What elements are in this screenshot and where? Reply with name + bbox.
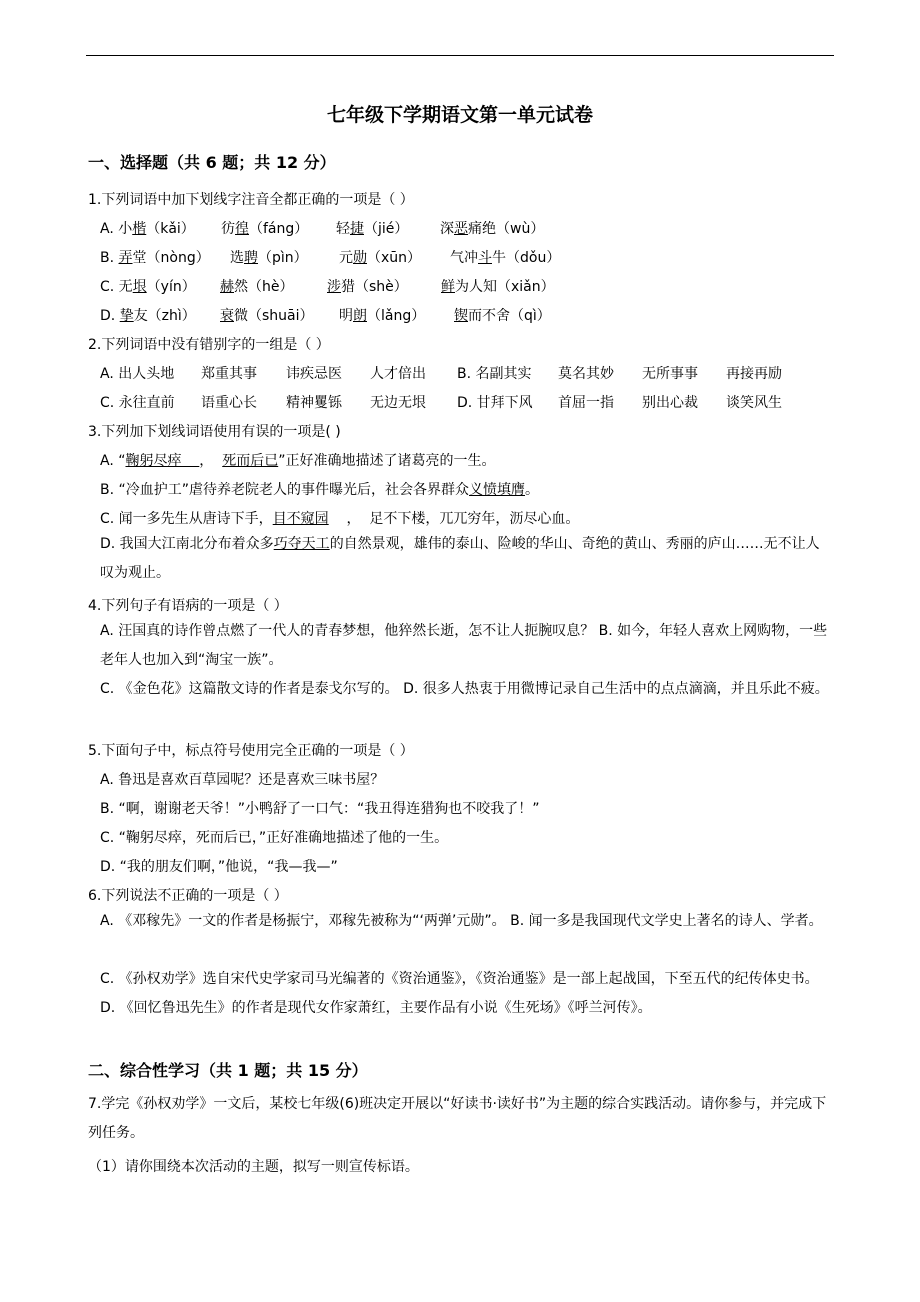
q2-word: D. 甘拜下风: [457, 395, 533, 411]
q2-word: 谈笑风生: [726, 395, 782, 411]
q2-word: 别出心裁: [642, 395, 698, 411]
q2-word: 无边无垠: [370, 395, 426, 411]
q4-options-ab: A. 汪国真的诗作曾点燃了一代人的青春梦想，他猝然长逝，怎不让人扼腕叹息？ B. 如今，年轻人喜欢上网购物，一些老年人也加入到“淘宝一族”。: [100, 623, 828, 668]
q2-word: 语重心长: [201, 395, 257, 411]
header-rule: [86, 55, 834, 56]
q2-word: 郑重其事: [201, 366, 257, 382]
q2-stem: 2.下列词语中没有错别字的一组是（ ）: [88, 337, 330, 353]
q2-word: 莫名其妙: [558, 366, 614, 382]
q2-word: 精神矍铄: [286, 395, 342, 411]
q3-option-c: C. 闻一多先生从唐诗下手，目不窥园 ， 足不下楼，兀兀穷年，沥尽心血。: [100, 511, 580, 527]
q2-word: B. 名副其实: [457, 366, 532, 382]
q5-option-a: A. 鲁迅是喜欢百草园呢？还是喜欢三味书屋？: [100, 772, 385, 788]
q6-options-ab: A. 《邓稼先》一文的作者是杨振宁，邓稼先被称为“‘两弹’元勋”。 B. 闻一多是我国现代文学史上著名的诗人、学者。: [100, 913, 823, 929]
q7-stem: 7.学完《孙权劝学》一文后，某校七年级(6)班决定开展以“好读书·读好书”为主题的综合实践活动。请你参与，并完成下列任务。: [88, 1096, 827, 1141]
section-heading-choice: 一、选择题（共 6 题；共 12 分）: [88, 153, 336, 172]
q2-word: 再接再励: [726, 366, 782, 382]
q6-options-cd: C. 《孙权劝学》选自宋代史学家司马光编著的《资治通鉴》，《资治通鉴》是一部上起战国，下至五代的纪传体史书。 D. 《回忆鲁迅先生》的作者是现代女作家萧红，主要作品有小说《生死场》《呼兰河传》。: [100, 971, 819, 1016]
q2-word: 讳疾忌医: [286, 366, 342, 382]
section-heading-comprehensive: 二、综合性学习（共 1 题；共 15 分）: [88, 1061, 368, 1080]
q4-options-cd: C. 《金色花》这篇散文诗的作者是泰戈尔写的。 D. 很多人热衷于用微博记录自己生活中的点点滴滴，并且乐此不疲。: [100, 681, 829, 697]
q4-stem: 4.下列句子有语病的一项是（ ）: [88, 598, 288, 614]
q3-stem: 3.下列加下划线词语使用有误的一项是( ): [88, 424, 341, 440]
page-title: 七年级下学期语文第一单元试卷: [326, 104, 593, 126]
q3-option-a: A. “鞠躬尽瘁 ， 死而后已”正好准确地描述了诸葛亮的一生。: [100, 453, 496, 469]
q5-option-d: D. “我的朋友们啊，”他说，“我—我—”: [100, 859, 338, 875]
q3-option-d: D. 我国大江南北分布着众多巧夺天工的自然景观，雄伟的泰山、险峻的华山、奇绝的黄山、秀丽的庐山……无不让人叹为观止。: [100, 536, 820, 581]
q6-stem: 6.下列说法不正确的一项是（ ）: [88, 888, 288, 904]
q2-word: 首屈一指: [558, 395, 614, 411]
q3-option-b: B. “冷血护工”虐待养老院老人的事件曝光后，社会各界群众义愤填膺。: [100, 482, 540, 498]
q2-word: 人才倍出: [370, 366, 426, 382]
q1-stem: 1.下列词语中加下划线字注音全都正确的一项是（ ）: [88, 192, 414, 208]
q5-option-b: B. “啊，谢谢老天爷！”小鸭舒了一口气：“我丑得连猎狗也不咬我了！”: [100, 801, 540, 817]
q2-word: 无所事事: [642, 366, 698, 382]
q5-stem: 5.下面句子中，标点符号使用完全正确的一项是（ ）: [88, 743, 414, 759]
q2-word: A. 出人头地: [100, 366, 175, 382]
q5-option-c: C. “鞠躬尽瘁，死而后已，”正好准确地描述了他的一生。: [100, 830, 449, 846]
q2-word: C. 永往直前: [100, 395, 175, 411]
q7-subquestion-1: （1）请你围绕本次活动的主题，拟写一则宣传标语。: [88, 1159, 419, 1175]
